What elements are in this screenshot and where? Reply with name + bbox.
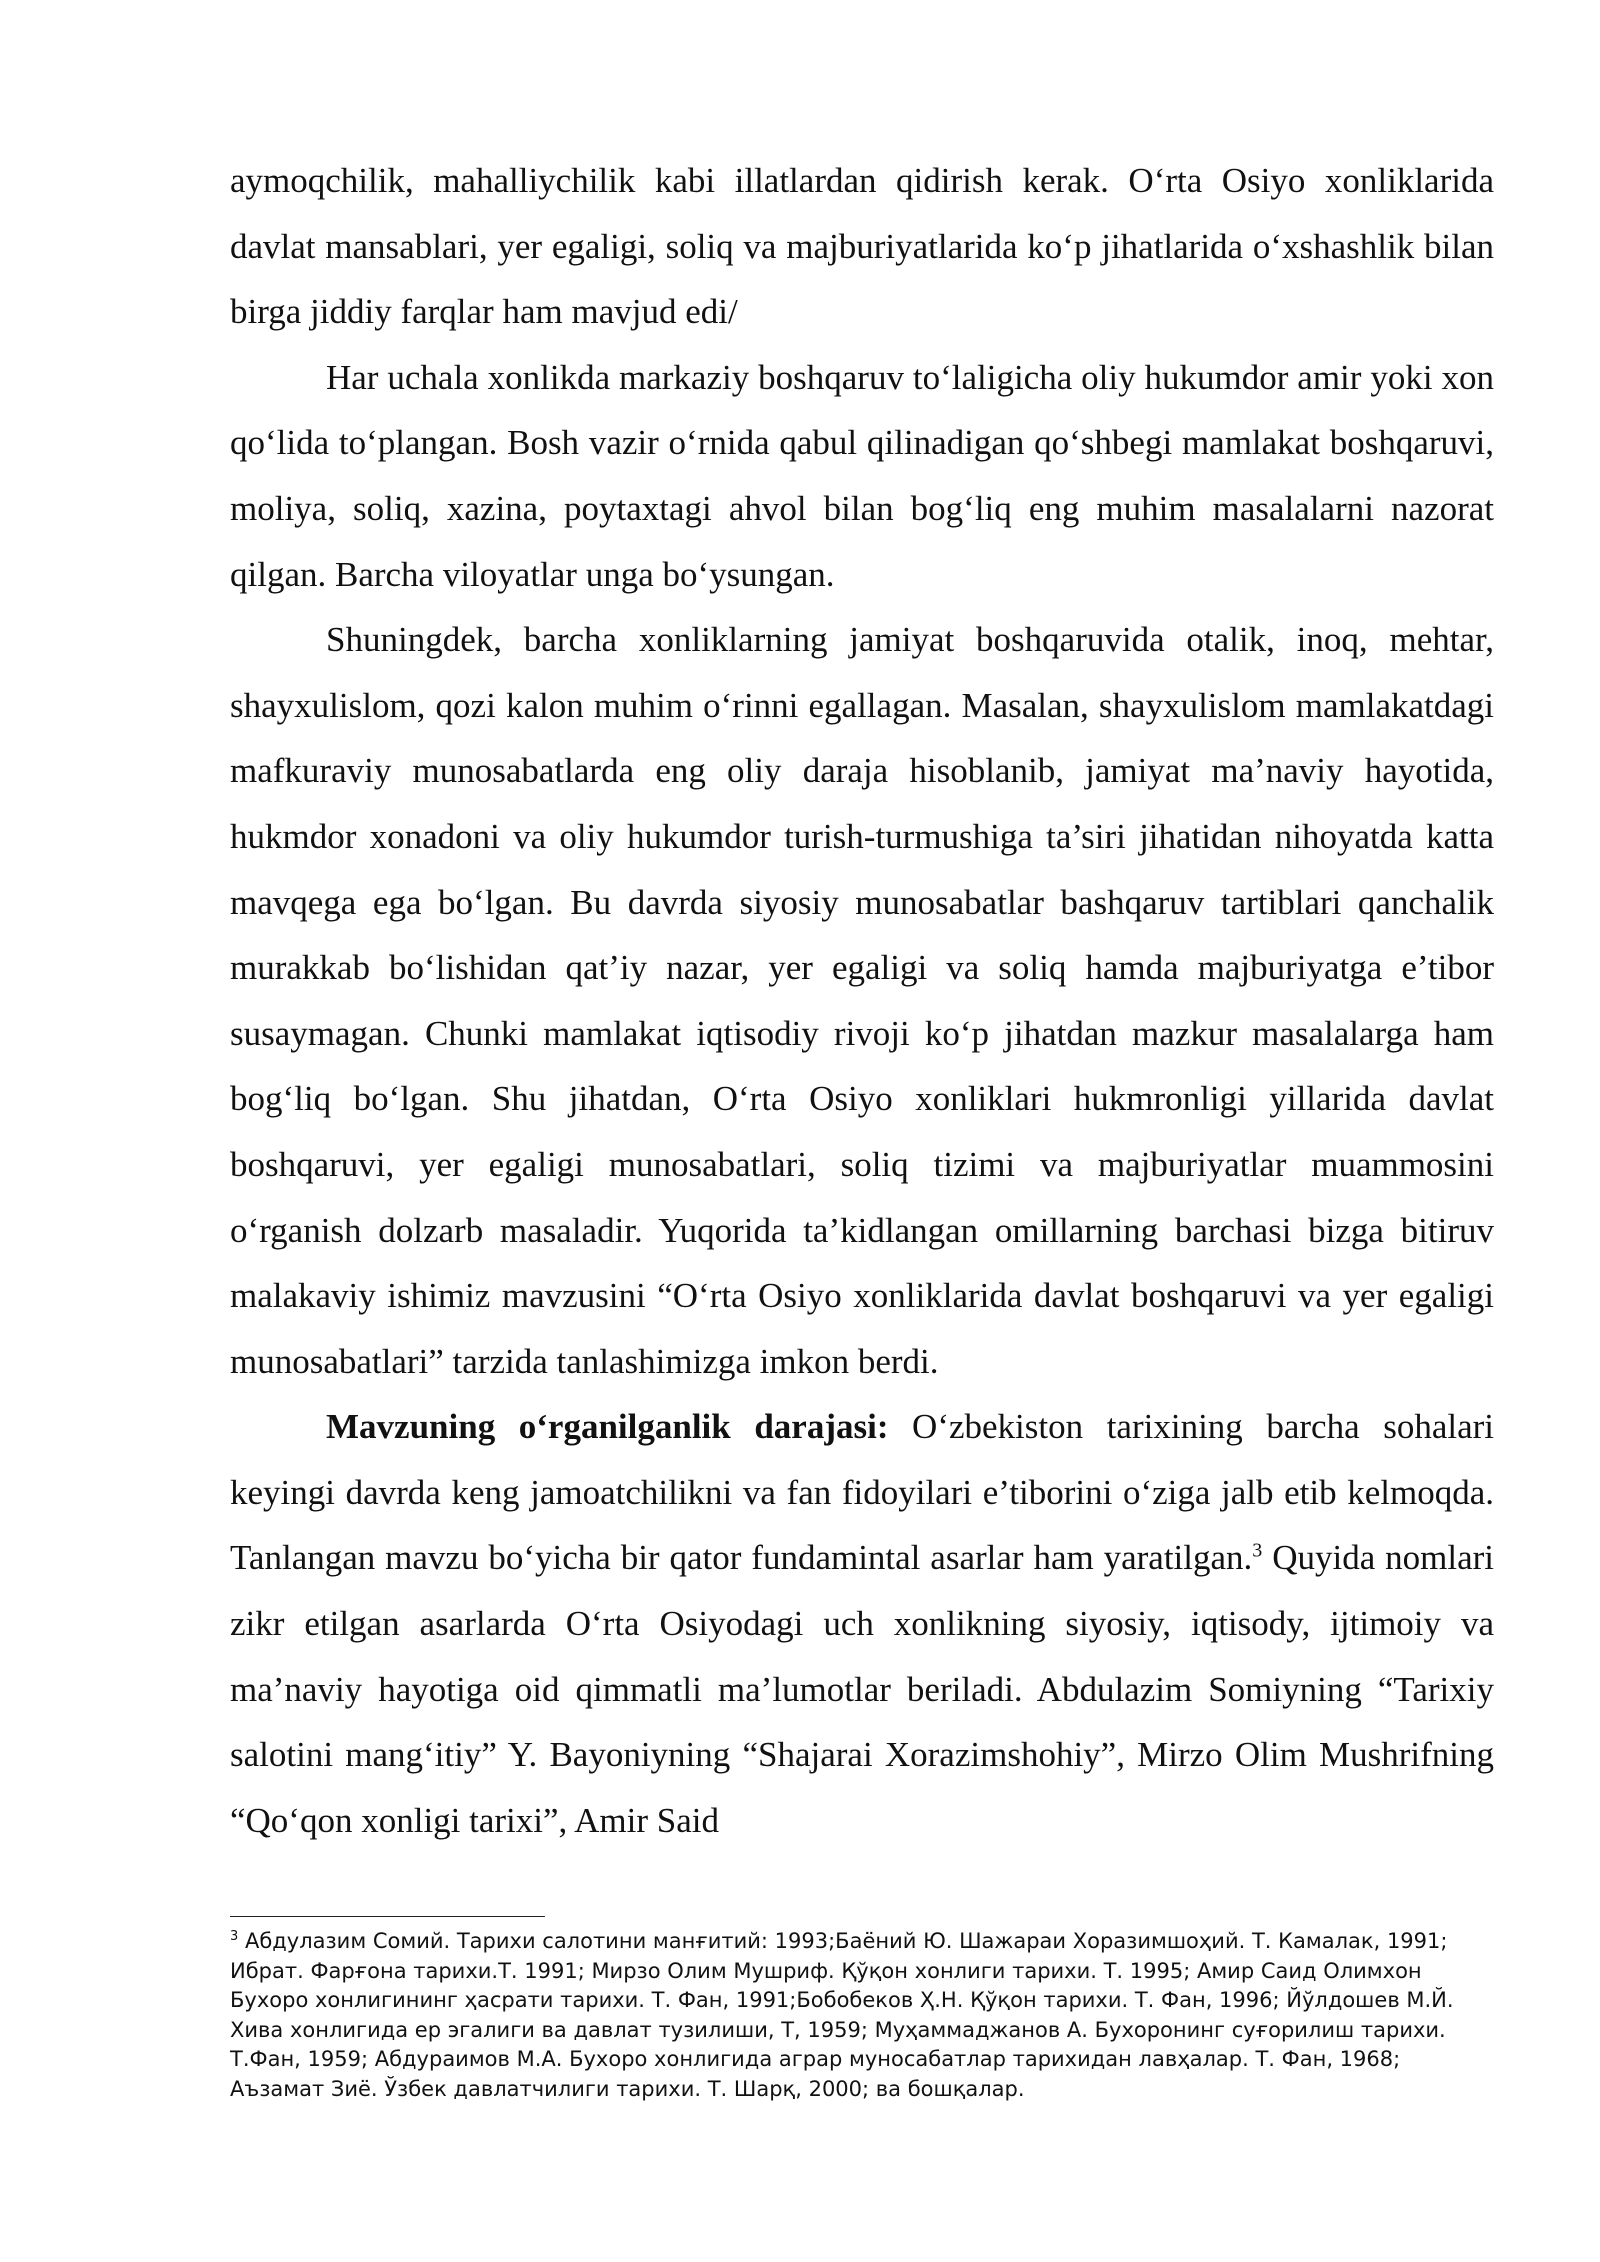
paragraph-2: Har uchala xonlikda markaziy boshqaruv to‘laligicha oliy hukumdor amir yoki xon qo‘lida to‘plangan. Bosh vazir o‘rnida qabul qilinadigan qo‘shbegi mamlakat boshqaruvi, moliya, soliq, xazina, poytaxtagi ahvol bilan bog‘liq eng muhim masalalarni nazorat qilgan. Barcha viloyatlar unga bo‘ysungan. (230, 357, 1494, 594)
footnote-text: Абдулазим Сомий. Тарихи салотини манғитий: 1993;Баёний Ю. Шажараи Хоразимшоҳий. Т. Камалак, 1991; Ибрат. Фарғона тарихи.Т. 1991; Мирзо Олим Мушриф. Қўқон хонлиги тарихи. Т. 1995; Амир Саид Олимхон Бухоро хонлигининг ҳасрати тарихи. Т. Фан, 1991;Бобобеков Ҳ.Н. Қўқон тарихи. Т. Фан, 1996; Йўлдошев М.Й. Хива хонлигида ер эгалиги ва давлат тузилиши, Т, 1959; Муҳаммаджанов А. Бухоронинг суғорилиш тарихи. Т.Фан, 1959; Абдураимов М.А. Бухоро хонлигида аграр муносабатлар тарихидан лавҳалар. Т. Фан, 1968; Аъзамат Зиё. Ўзбек давлатчилиги тарихи. Т. Шарқ, 2000; ва бошқалар. (230, 1929, 1454, 2101)
footnote-separator (230, 1916, 545, 1917)
footnote-marker: 3 (230, 1929, 239, 1944)
paragraph-1: aymoqchilik, mahalliychilik kabi illatlardan qidirish kerak. O‘rta Osiyo xonliklarida davlat mansablari, yer egaligi, soliq va majburiyatlarida ko‘p jihatlarida o‘xshashlik bilan birga jiddiy farqlar ham mavjud edi/ (230, 161, 1494, 332)
footnote (230, 1927, 1494, 2105)
paragraph-3: Shuningdek, barcha xonliklarning jamiyat boshqaruvida otalik, inoq, mehtar, shayxulislom, qozi kalon muhim o‘rinni egallagan. Masalan, shayxulislom mamlakatdagi mafkuraviy munosabatlarda eng oliy daraja hisoblanib, jamiyat ma’naviy hayotida, hukmdor xonadoni va oliy hukumdor turish-turmushiga ta’siri jihatidan nihoyatda katta mavqega ega bo‘lgan. Bu davrda siyosiy munosabatlar bashqaruv tartiblari qanchalik murakkab bo‘lishidan qat’iy nazar, yer egaligi va soliq hamda majburiyatga e’tibor susaymagan. Chunki mamlakat iqtisodiy rivoji ko‘p jihatdan mazkur masalalarga ham bog‘liq bo‘lgan. Shu jihatdan, O‘rta Osiyo xonliklari hukmronligi yillarida davlat boshqaruvi, yer egaligi munosabatlari, soliq tizimi va majburiyatlar muammosini o‘rganish dolzarb masaladir. Yuqorida ta’kidlangan omillarning barchasi bizga bitiruv malakaviy ishimiz mavzusini “O‘rta Osiyo xonliklarida davlat boshqaruvi va yer egaligi munosabatlari” tarzida tanlashimizga imkon berdi. (230, 620, 1494, 1381)
section-heading: Mavzuning o‘rganilganlik darajasi: (326, 1407, 889, 1447)
paragraph-4-text-a: O‘zbekiston tarixining barcha sohalari keyingi davrda keng jamoatchilikni va fan fidoyilari e’tiborini o‘ziga jalb etib kelmoqda. Tanlangan mavzu bo‘yicha bir qator fundamintal asarlar ham yaratilgan. (230, 1407, 1494, 1578)
paragraph-4-text-b: Quyida nomlari zikr etilgan asarlarda O‘rta Osiyodagi uch xonlikning siyosiy, iqtisody, ijtimoiy va ma’naviy hayotiga oid qimmatli ma’lumotlar beriladi. Abdulazim Somiyning “Tarixiy salotini mang‘itiy” Y. Bayoniyning “Shajarai Xorazimshohiy”, Mirzo Olim Mushrifning “Qo‘qon xonligi tarixi”, Amir Said (230, 1538, 1494, 1840)
footnote-reference[interactable]: 3 (1252, 1539, 1263, 1562)
document-body (230, 148, 1494, 1853)
paragraph-4 (230, 1394, 1494, 1853)
